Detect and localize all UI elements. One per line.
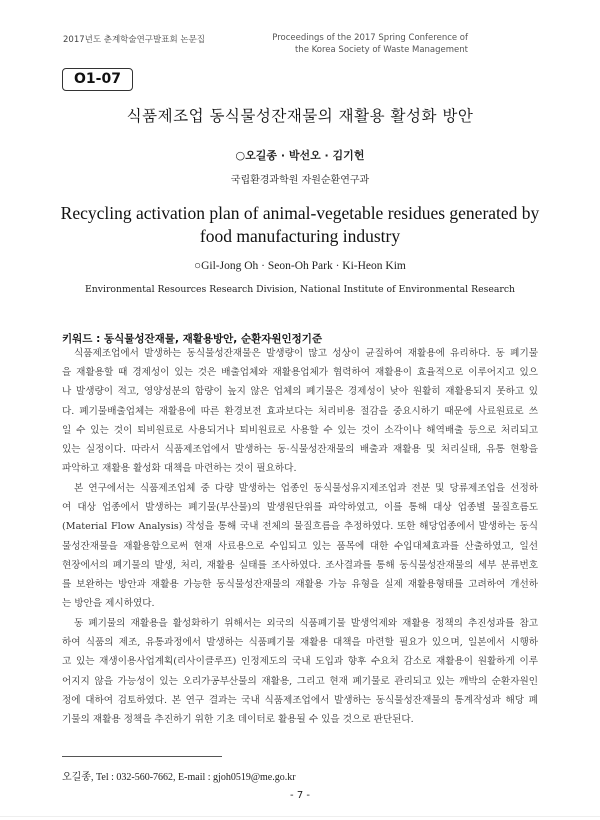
keywords: 키워드 : 동식물성잔재물, 재활용방안, 순환자원인정기준 bbox=[62, 333, 323, 345]
running-header-right-line2: the Korea Society of Waste Management bbox=[294, 45, 468, 55]
paragraph-line: 는 방안을 제시하였다. bbox=[62, 598, 155, 610]
abstract-paragraph-3 bbox=[62, 614, 538, 729]
paragraph-line: 기물의 재활용 정책을 추진하기 위한 기초 데이터로 활용될 수 있을 것으로 판단된다. bbox=[62, 713, 414, 725]
abstract-paragraph-2 bbox=[62, 479, 538, 613]
paragraph-line: 일 수 있는 것이 퇴비원료로 사용되거나 퇴비원료로 사용할 수 있는 것이 소각이나 해역배출 등으로 처리되고 bbox=[62, 424, 538, 436]
paragraph-line: 어지지 않을 가능성이 있는 오리가공부산물의 재활용, 그리고 현재 폐기물로 관리되고 있는 깨박의 순환자원인 bbox=[62, 675, 538, 687]
page-number: - 7 - bbox=[290, 790, 310, 801]
paragraph-line: 하여 식품의 제조, 유통과정에서 발생하는 식품폐기물 재활용 대책을 마련할 필요가 있으며, 일본에서 시행하 bbox=[62, 637, 538, 649]
paragraph-line: 있는 실정이다. 따라서 식품제조업에서 발생하는 동·식물성잔재물의 배출과 재활용 및 처리실태, 유통 현황을 bbox=[62, 443, 538, 455]
title-english-line1: Recycling activation plan of animal-vegetable residues generated by bbox=[60, 203, 540, 223]
title-korean: 식품제조업 동식물성잔재물의 재활용 활성화 방안 bbox=[126, 107, 474, 125]
paragraph-line: 다. 폐기물배출업체는 재활용에 따른 환경보전 효과보다는 처리비용 절감을 중요시하기 때문에 사료원료로 쓰 bbox=[62, 405, 538, 417]
abstract-paragraph-1 bbox=[62, 344, 538, 478]
paragraph-line: 동 폐기물의 재활용을 활성화하기 위해서는 외국의 식품폐기물 발생억제와 재활용 정책의 추진성과를 참고 bbox=[74, 618, 538, 629]
running-header-right bbox=[208, 32, 468, 56]
paragraph-line: 나 발생량이 적고, 영양성분의 함량이 높지 않은 업체의 폐기물은 경제성이 낮아 원활히 재활용되지 못하고 있 bbox=[62, 386, 538, 398]
title-english-line2: food manufacturing industry bbox=[199, 226, 401, 246]
paragraph-line: 물성잔재물을 재활용함으로써 현재 사료용으로 수입되고 있는 품목에 대한 수입대체효과를 산출하였고, 일선 bbox=[62, 540, 538, 552]
paragraph-line: 여 대상 업종에서 발생하는 폐기물(부산물)의 발생원단위를 파악하였고, 이를 통해 대상 업종별 물질흐름도 bbox=[62, 502, 538, 514]
paragraph-line: 본 연구에서는 식품제조업체 중 다량 발생하는 업종인 동식물성유지제조업과 전분 및 당류제조업을 선정하 bbox=[74, 483, 538, 494]
paragraph-line: 파악하고 재활용 활성화 대책을 마련하는 것이 필요하다. bbox=[62, 463, 297, 475]
footnote-divider bbox=[62, 756, 222, 757]
paragraph-line: 정에 대하여 검토하였다. 본 연구 결과는 국내 식품제조업에서 발생하는 동식물성잔재물의 통계작성과 해당 폐 bbox=[62, 694, 538, 706]
affiliation-korean: 국립환경과학원 자원순환연구과 bbox=[230, 175, 370, 186]
footnote-contact: 오길종, Tel : 032-560-7662, E-mail : gjoh0519@me.go.kr bbox=[62, 772, 296, 783]
authors-english: ○Gil-Jong Oh · Seon-Oh Park · Ki-Heon Kim bbox=[194, 260, 406, 272]
title-english bbox=[0, 202, 600, 248]
page-bottom-divider bbox=[0, 816, 600, 817]
paragraph-line: 고 있는 재생이용사업계획(리사이클루프) 인정제도의 국내 도입과 향후 수요처 감소로 재활용이 원활하게 이루 bbox=[62, 656, 538, 668]
paragraph-line: 를 보완하는 방안과 재활용 가능한 동식물성잔재물의 재활용 가능 유형을 실제 재활용형태를 고려하여 개선하 bbox=[62, 578, 538, 590]
affiliation-english: Environmental Resources Research Division, National Institute of Environmental Research bbox=[84, 284, 516, 295]
authors-korean: ○오길종 · 박선오 · 김기헌 bbox=[235, 149, 365, 162]
running-header-right-line1: Proceedings of the 2017 Spring Conference of bbox=[272, 33, 468, 43]
paragraph-line: (Material Flow Analysis) 작성을 통해 국내 전체의 물질흐름을 추정하였다. 또한 해당업종에서 발생하는 동식 bbox=[62, 521, 538, 533]
paragraph-line: 을 재활용할 때 경제성이 있는 것은 배출업체와 재활용업체가 협력하여 재활용이 효율적으로 이루어지고 있으 bbox=[62, 367, 538, 379]
paper-code-badge: O1-07 bbox=[62, 68, 133, 91]
running-header-left: 2017년도 춘계학술연구발표회 논문집 bbox=[63, 35, 205, 45]
paragraph-line: 식품제조업에서 발생하는 동식물성잔재물은 발생량이 많고 성상이 균질하여 재활용에 유리하다. 동 폐기물 bbox=[74, 348, 538, 359]
paragraph-line: 현장에서의 폐기물의 발생, 처리, 재활용 실태를 조사하였다. 조사결과를 통해 동식물성잔재물의 세부 분류번호 bbox=[62, 559, 538, 571]
